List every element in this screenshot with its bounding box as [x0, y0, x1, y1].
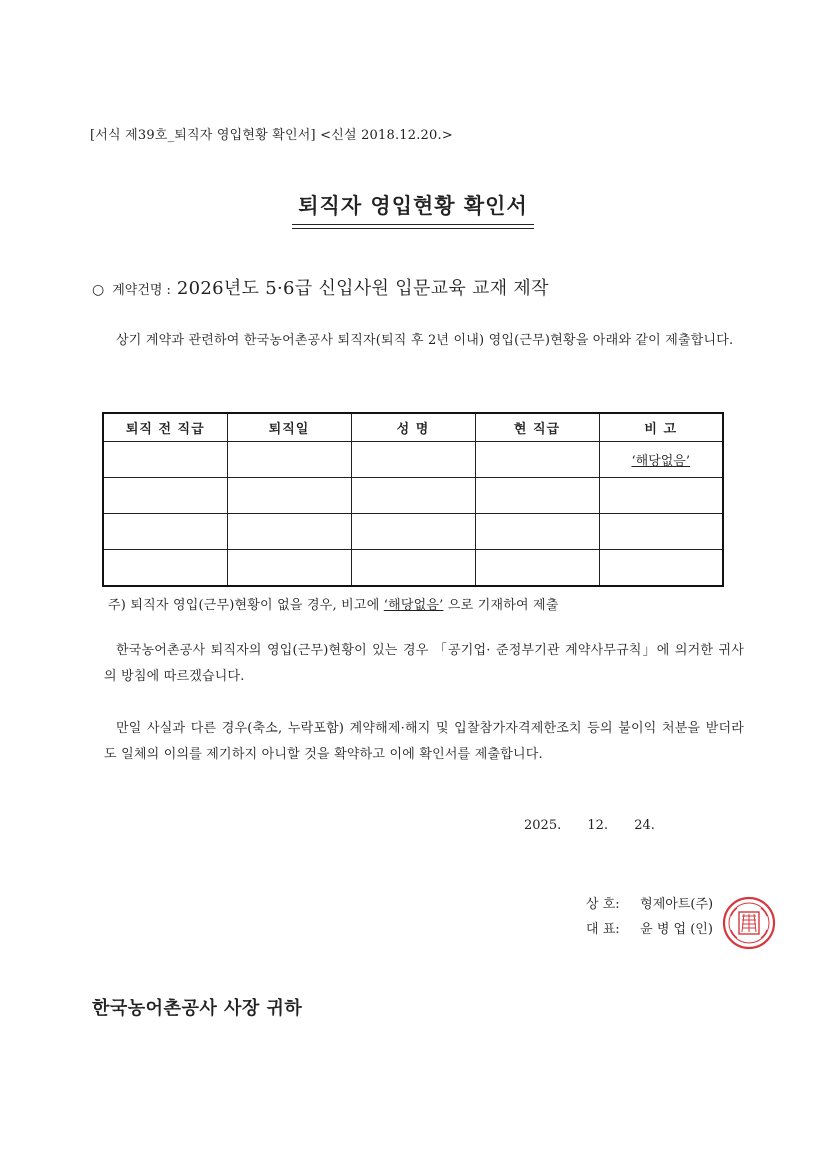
addressee: 한국농어촌공사 사장 귀하	[92, 998, 303, 1019]
table-cell	[227, 514, 351, 550]
header-prev-grade: 퇴직 전 직급	[103, 413, 227, 442]
header-current-grade: 현 직급	[475, 413, 599, 442]
table-cell	[103, 478, 227, 514]
table-cell	[227, 478, 351, 514]
table-cell	[599, 514, 723, 550]
retiree-table	[102, 412, 724, 587]
paragraph-policy-text: 한국농어촌공사 퇴직자의 영입(근무)현황이 있는 경우 「공기업· 준정부기관 계약사무규칙」에 의거한 귀사의 방침에 따르겠습니다.	[104, 643, 744, 684]
date-year: 2025.	[524, 818, 562, 833]
table-cell	[599, 550, 723, 587]
paragraph-pledge	[104, 716, 744, 768]
table-cell	[103, 550, 227, 587]
paragraph-intro	[104, 328, 744, 354]
table-row	[103, 550, 723, 587]
table-cell	[103, 442, 227, 478]
paragraph-pledge-text: 만일 사실과 다른 경우(축소, 누락포함) 계약해제·해지 및 입찰참가자격제한조치 등의 불이익 처분을 받더라도 일체의 이의를 제기하지 아니할 것을 확약하고 이에 확인서를 제출합니다.	[104, 721, 744, 762]
company-seal-stamp	[722, 896, 776, 950]
title-underline-bottom	[292, 228, 534, 229]
header-retire-date: 퇴직일	[227, 413, 351, 442]
date-day: 24.	[634, 818, 655, 833]
footnote-prefix: 주) 퇴직자 영입(근무)현황이 없을 경우, 비고에	[108, 598, 384, 613]
table-cell	[475, 478, 599, 514]
contract-name: 2026년도 5·6급 신입사원 입문교육 교재 제작	[176, 278, 549, 299]
table-header-row	[103, 413, 723, 442]
footnote-quote: ‘해당없음’	[383, 598, 444, 613]
form-number: [서식 제39호_퇴직자 영입현황 확인서] <신설 2018.12.20.>	[90, 128, 453, 143]
remarks-none-text: ‘해당없음’	[631, 454, 690, 469]
table-row	[103, 442, 723, 478]
document-title: 퇴직자 영입현황 확인서	[298, 194, 528, 218]
contract-line	[92, 274, 549, 300]
company-line	[586, 893, 713, 912]
table-cell-remarks	[599, 442, 723, 478]
table-cell	[227, 442, 351, 478]
table-cell	[351, 478, 475, 514]
table-cell	[227, 550, 351, 587]
table-cell	[351, 514, 475, 550]
table-cell	[599, 478, 723, 514]
table-cell	[351, 550, 475, 587]
table-cell	[351, 442, 475, 478]
representative-label: 대 표:	[586, 922, 620, 937]
date-month: 12.	[587, 818, 609, 833]
table-cell	[475, 550, 599, 587]
footnote-suffix: 으로 기재하여 제출	[447, 598, 559, 613]
bullet-circle-icon: ○	[92, 282, 105, 298]
representative-value: 윤 병 업 (인)	[640, 922, 713, 937]
table-cell	[475, 442, 599, 478]
table-cell	[103, 514, 227, 550]
title-underline-top	[292, 224, 534, 225]
company-label: 상 호:	[586, 897, 620, 912]
paragraph-intro-text: 상기 계약과 관련하여 한국농어촌공사 퇴직자(퇴직 후 2년 이내) 영입(근무)현황을 아래와 같이 제출합니다.	[116, 333, 734, 348]
footnote	[108, 594, 559, 613]
header-name: 성 명	[351, 413, 475, 442]
representative-line	[586, 918, 713, 937]
table-row	[103, 478, 723, 514]
document-date	[524, 818, 677, 833]
table-cell	[475, 514, 599, 550]
paragraph-policy	[104, 638, 744, 690]
contract-colon: :	[166, 283, 171, 298]
table-row	[103, 514, 723, 550]
contract-label: 계약건명	[112, 283, 163, 298]
company-value: 형제아트(주)	[640, 897, 714, 912]
header-remarks: 비 고	[599, 413, 723, 442]
